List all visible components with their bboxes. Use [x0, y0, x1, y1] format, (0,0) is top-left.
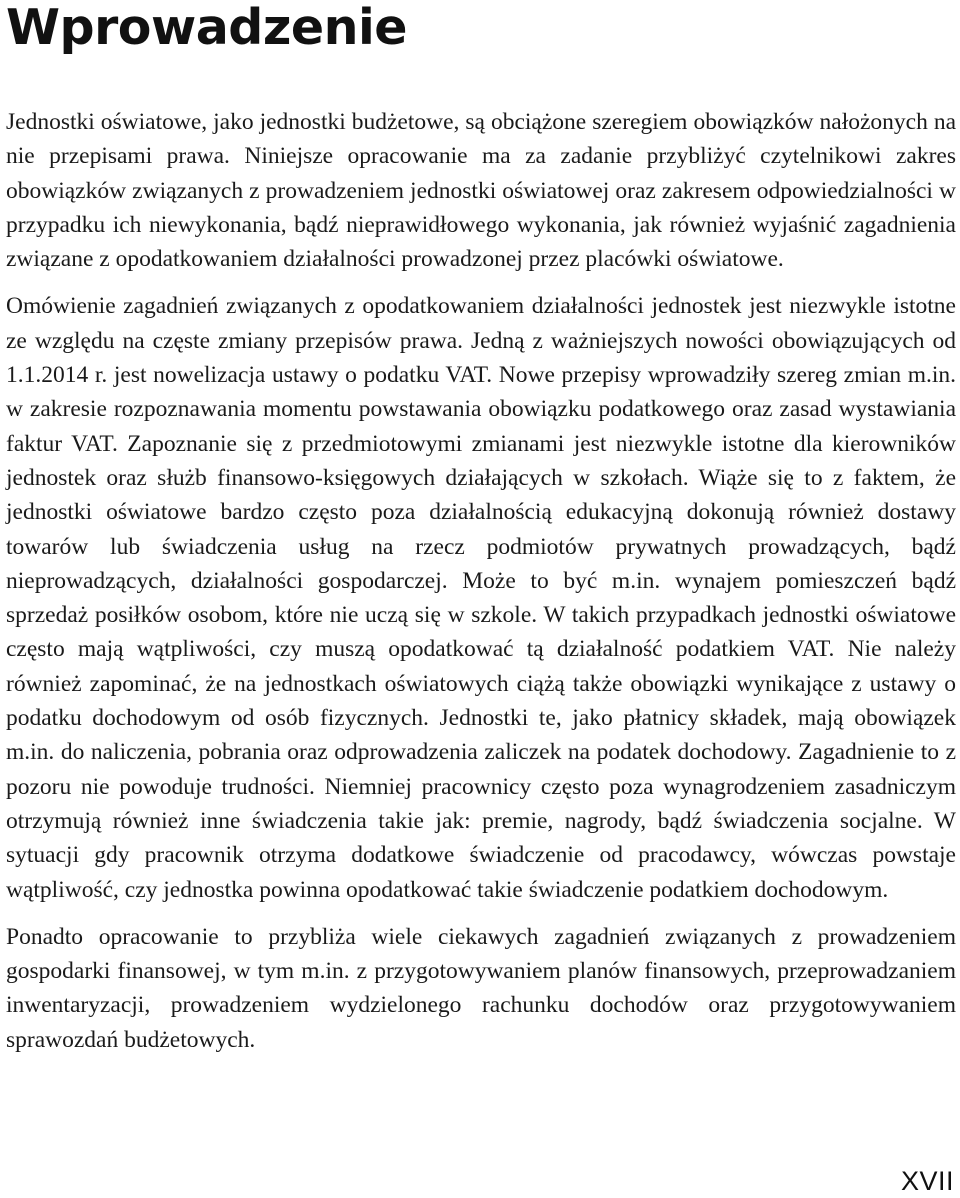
paragraph-3: Ponadto opracowanie to przybliża wiele ciekawych zagadnień związanych z prowadzeniem gospodarki finansowej, w tym m.in. z przygotowywaniem planów finansowych, przeprowadzaniem inwentaryzacji, prowadzeniem wydzielonego rachunku dochodów oraz przygotowywaniem sprawozdań budżetowych. — [6, 923, 956, 1053]
paragraph-2: Omówienie zagadnień związanych z opodatkowaniem działalności jednostek jest niezwykle istotne ze względu na częste zmiany przepisów prawa. Jedną z ważniejszych nowości obowiązujących od 1.1.2014 r. jest nowelizacja ustawy o podatku VAT. Nowe przepisy wprowadziły szereg zmian m.in. w zakresie rozpoznawania momentu powstawania obowiązku podatkowego oraz zasad wystawiania faktur VAT. Zapoznanie się z przedmiotowymi zmianami jest niezwykle istotne dla kierowników jednostek oraz służb finansowo-księgowych działających w szkołach. Wiąże się to z faktem, że jednostki oświatowe bardzo często poza działalnością edukacyjną dokonują również dostawy towarów lub świadczenia usług na rzecz podmiotów prywatnych prowadzących, bądź nieprowadzących, działalności gospodarczej. Może to być m.in. wynajem pomieszczeń bądź sprzedaż posiłków osobom, które nie uczą się w szkole. W takich przypadkach jednostki oświatowe często mają wątpliwości, czy muszą opodatkować tą działalność podatkiem VAT. Nie należy również zapominać, że na jednostkach oświatowych ciążą także obowiązki wynikające z ustawy o podatku dochodowym od osób fizycznych. Jednostki te, jako płatnicy składek, mają obowiązek m.in. do naliczenia, pobrania oraz odprowadzenia zaliczek na podatek dochodowy. Zagadnienie to z pozoru nie powoduje trudności. Niemniej pracownicy często poza wynagrodzeniem zasadniczym otrzymują również inne świadczenia takie jak: premie, nagrody, bądź świadczenia socjalne. W sytuacji gdy pracownik otrzyma dodatkowe świadczenie od pracodawcy, wówczas powstaje wątpliwość, czy jednostka powinna opodatkować takie świadczenie podatkiem dochodowym. — [6, 293, 956, 903]
paragraph-1: Jednostki oświatowe, jako jednostki budżetowe, są obciążone szeregiem obowiązków nałożonych na nie przepisami prawa. Niniejsze opracowanie ma za zadanie przybliżyć czytelnikowi zakres obowiązków związanych z prowadzeniem jednostki oświatowej oraz zakresem odpowiedzialności w przypadku ich niewykonania, bądź nieprawidłowego wykonania, jak również wyjaśnić zagadnienia związane z opodatkowaniem działalności prowadzonej przez placówki oświatowe. — [6, 109, 956, 273]
page-number: XVII — [900, 1166, 954, 1196]
body-text — [6, 105, 956, 1070]
page-title: Wprowadzenie — [6, 0, 408, 56]
